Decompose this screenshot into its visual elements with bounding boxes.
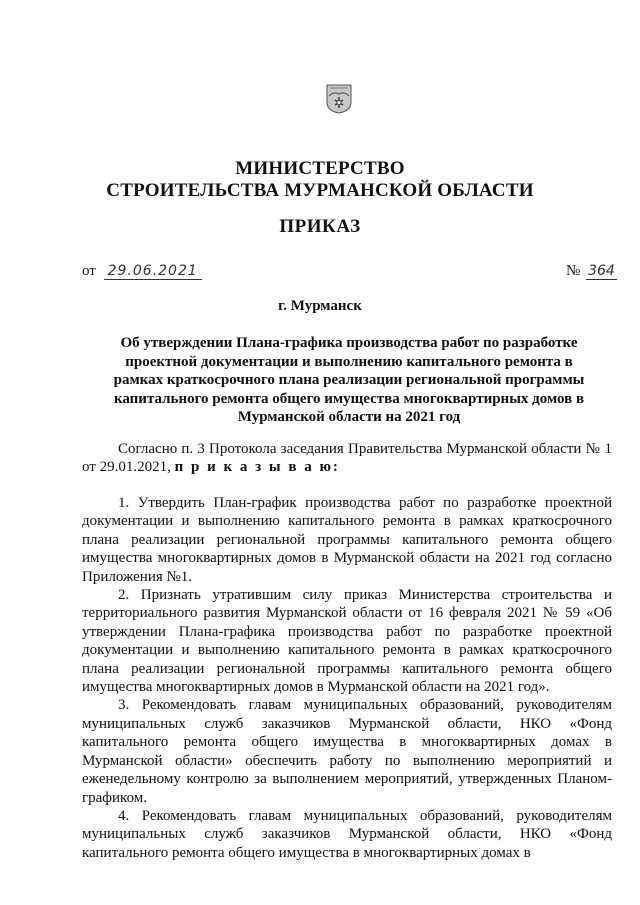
order-keyword: п р и к а з ы в а ю: [174,459,340,476]
coat-of-arms-emblem [326,84,352,114]
order-number [566,263,617,280]
order-item-1: 1. Утвердить План-график производства работ по разработке проектной документации и выполнению капитального ремонта в рамках краткосрочного плана реализации региональной программы капитального ремонта общего имущества многоквартирных домов в Мурманской области на 2021 год согласно Приложения №1. [82,495,612,585]
intro-text [82,440,612,477]
order-items [82,494,612,862]
order-date [82,263,202,280]
date-prefix: от [82,263,96,279]
order-subject: Об утверждении Плана-графика производства работ по разработке проектной документации и выполнению капитального ремонта в рамках краткосрочного плана реализации региональной программы капитального ремонта общего имущества многоквартирных домов в Мурманской области на 2021 год [113,335,585,426]
order-item-4: 4. Рекомендовать главам муниципальных образований, руководителям муниципальных служб заказчиков Мурманской области, НКО «Фонд капитального ремонта общего имущества в многоквартирных домах в [82,807,612,861]
ministry-name-line1: МИНИСТЕРСТВО [235,158,405,179]
number-prefix: № [566,263,581,279]
handwritten-number: 364 [588,263,615,279]
order-item-2: 2. Признать утратившим силу приказ Министерства строительства и территориального развития Мурманской области от 16 февраля 2021 № 59 «Об утверждении Плана-графика производства работ по разработке проектной документации и выполнению капитального ремонта в рамках краткосрочного плана реализации региональной программы капитального ремонта общего имущества многоквартирных домов в Мурманской области на 2021 год». [82,587,612,696]
order-item-3: 3. Рекомендовать главам муниципальных образований, руководителям муниципальных служб заказчиков Мурманской области, НКО «Фонд капитального ремонта общего имущества в многоквартирных домах в Мурманской области» обеспечить работу по выполнению мероприятий и еженедельному контролю за выполнением мероприятий, утвержденных Планом-графиком. [82,697,612,806]
intro-basis: Согласно п. 3 Протокола заседания Правительства Мурманской области № 1 от 29.01.2021, [82,441,612,476]
city-name: г. Мурманск [278,298,362,314]
ministry-name-line2: СТРОИТЕЛЬСТВА МУРМАНСКОЙ ОБЛАСТИ [106,180,534,201]
intro-paragraph [82,440,612,477]
document-type-title: ПРИКАЗ [279,216,361,237]
handwritten-date: 29.06.2021 [104,263,202,280]
